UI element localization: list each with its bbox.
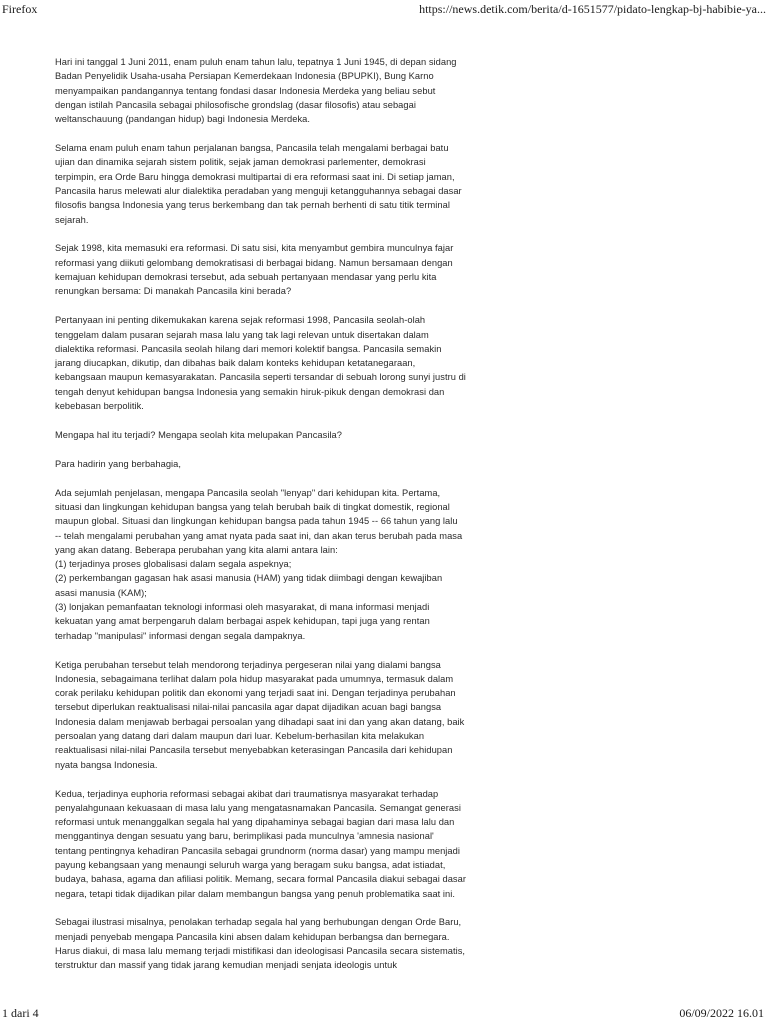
paragraph-line: renungkan bersama: Di manakah Pancasila kini berada? [55,286,292,297]
paragraph-line: payung kebangsaan yang menaungi seluruh warga yang beragam suku bangsa, adat istiadat, [55,860,446,870]
paragraph-line: terhadap "manipulasi" informasi dengan segala dampaknya. [55,630,306,641]
paragraph-line: Hari ini tanggal 1 Juni 2011, enam puluh enam tahun lalu, tepatnya 1 Juni 1945, di depan sidang [55,57,457,67]
paragraph-line: Ada sejumlah penjelasan, mengapa Pancasila seolah "lenyap" dari kehidupan kita. Pertama, [55,487,441,498]
paragraph-line: Kedua, terjadinya euphoria reformasi sebagai akibat dari traumatisnya masyarakat terhadap [55,788,439,799]
paragraph-line: Sejak 1998, kita memasuki era reformasi. Di satu sisi, kita menyambut gembira munculnya fajar [55,243,454,254]
article-paragraph [55,241,493,298]
paragraph-line: asasi manusia (KAM); [55,587,147,598]
paragraph-line: maupun global. Situasi dan lingkungan kehidupan bangsa pada tahun 1945 -- 66 tahun yang lalu [55,516,458,527]
paragraph-line: negara, tetapi tidak dijadikan pilar dalam membangun bangsa yang penuh problematika saat ini. [55,888,456,899]
page-url: https://news.detik.com/berita/d-1651577/pidato-lengkap-bj-habibie-ya... [419,2,766,16]
paragraph-line: (2) perkembangan gagasan hak asasi manusia (HAM) yang tidak diimbagi dengan kewajiban [55,573,443,584]
article-paragraph [55,457,493,471]
paragraph-line: Ketiga perubahan tersebut telah mendorong terjadinya pergeseran nilai yang dialami bangsa [55,659,441,670]
browser-name: Firefox [2,2,38,16]
article-paragraph [55,428,493,442]
paragraph-line: (3) lonjakan pemanfaatan teknologi informasi oleh masyarakat, di mana informasi menjadi [55,602,430,613]
paragraph-line: sejarah. [55,214,89,225]
paragraph-line: Indonesia, sebagaimana terlihat dalam pola hidup masyarakat pada umumnya, termasuk dalam [55,673,454,684]
paragraph-line: Pertanyaan ini penting dikemukakan karena sejak reformasi 1998, Pancasila seolah-olah [55,315,426,326]
paragraph-line: kebebasan berpolitik. [55,401,144,412]
paragraph-line: menyampaikan pandangannya tentang fondasi dasar Indonesia Merdeka yang beliau sebut [55,85,436,96]
paragraph-line: tersebut diperlukan reaktualisasi nilai-nilai pancasila agar dapat dijadikan acuan bagi bangsa [55,702,442,713]
paragraph-line: reformasi yang diikuti gelombang demokratisasi di berbagai bidang. Namun bersamaan dengan [55,257,453,268]
paragraph-line: menjadi penyebab mengapa Pancasila kini absen dalam kehidupan berbangsa dan bernegara. [55,931,450,942]
paragraph-line: Pancasila harus melewati alur dialektika peradaban yang menguji ketangguhannya sebagai dasar [55,185,462,196]
paragraph-line: (1) terjadinya proses globalisasi dalam segala aspeknya; [55,559,292,570]
paragraph-line: dengan istilah Pancasila sebagai philosofische grondslag (dasar filosofis) atau sebagai [55,99,416,110]
article-paragraph [55,55,493,126]
paragraph-line: persoalan yang datang dari dalam maupun dari luar. Kebelum-berhasilan kita melakukan [55,731,425,742]
article-body [55,55,493,987]
paragraph-line: yang akan datang. Beberapa perubahan yang kita alami antara lain: [55,544,338,555]
paragraph-line: Harus diakui, di masa lalu memang terjadi mistifikasi dan ideologisasi Pancasila secara sistematis, [55,946,466,957]
paragraph-line: dialektika reformasi. Pancasila seolah hilang dari memori kolektif bangsa. Pancasila semakin [55,343,442,354]
article-paragraph [55,141,493,227]
paragraph-line: weltanschauung (pandangan hidup) bagi Indonesia Merdeka. [55,114,311,125]
paragraph-line: budaya, bahasa, agama dan afiliasi politik. Memang, secara formal Pancasila diakui sebagai dasar [55,874,466,885]
paragraph-line: Selama enam puluh enam tahun perjalanan bangsa, Pancasila telah mengalami berbagai batu [55,143,449,154]
paragraph-line: Para hadirin yang berbahagia, [55,458,182,469]
paragraph-line: Mengapa hal itu terjadi? Mengapa seolah kita melupakan Pancasila? [55,429,342,440]
article-paragraph [55,486,493,643]
paragraph-line: kemajuan kehidupan demokrasi tersebut, ada sebuah pertanyaan mendasar yang perlu kita [55,272,437,283]
paragraph-line: terstruktur dan massif yang tidak jarang kemudian menjadi senjata ideologis untuk [55,960,398,971]
article-paragraph [55,915,493,972]
paragraph-line: menggantinya dengan sesuatu yang baru, berimplikasi pada munculnya 'amnesia nasional' [55,831,434,842]
print-header [0,0,768,20]
paragraph-line: penyalahgunaan kekuasaan di masa lalu yang mengatasnamakan Pancasila. Semangat generasi [55,802,461,813]
paragraph-line: tentang pentingnya kehadiran Pancasila sebagai grundnorm (norma dasar) yang mampu menjadi [55,845,460,856]
paragraph-line: situasi dan lingkungan kehidupan bangsa yang telah berubah baik di tingkat domestik, regional [55,501,450,512]
page-count: 1 dari 4 [2,1006,39,1020]
article-paragraph [55,313,493,413]
paragraph-line: jarang diucapkan, dikutip, dan dibahas baik dalam konteks kehidupan ketatanegaraan, [55,358,416,369]
paragraph-line: corak perilaku kehidupan politik dan ekonomi yang terjadi saat ini. Dengan terjadinya perubahan [55,688,456,699]
paragraph-line: Indonesia dalam menjawab berbagai persoalan yang dihadapi saat ini dan yang akan datang, baik [55,716,465,727]
paragraph-line: ujian dan dinamika sejarah sistem politik, sejak jaman demokrasi parlementer, demokrasi [55,157,426,168]
paragraph-line: Badan Penyelidik Usaha-usaha Persiapan Kemerdekaan Indonesia (BPUPKI), Bung Karno [55,71,434,82]
paragraph-line: nyata bangsa Indonesia. [55,759,158,770]
article-paragraph [55,787,493,901]
paragraph-line: filosofis bangsa Indonesia yang terus berkembang dan tak pernah berhenti di satu titik terminal [55,200,450,211]
article-paragraph [55,658,493,772]
paragraph-line: reaktualisasi nilai-nilai Pancasila tersebut menyebabkan keterasingan Pancasila dari kehidupan [55,745,453,756]
paragraph-line: terpimpin, era Orde Baru hingga demokrasi multipartai di era reformasi saat ini. Di setiap jaman, [55,171,455,182]
paragraph-line: kekuatan yang amat berpengaruh dalam berbagai aspek kehidupan, tapi juga yang rentan [55,616,430,627]
print-footer [0,1002,768,1024]
paragraph-line: Sebagai ilustrasi misalnya, penolakan terhadap segala hal yang berhubungan dengan Orde Baru, [55,917,462,928]
print-datetime: 06/09/2022 16.01 [679,1006,764,1020]
paragraph-line: tenggelam dalam pusaran sejarah masa lalu yang tak lagi relevan untuk disertakan dalam [55,329,429,340]
paragraph-line: reformasi untuk menanggalkan segala hal yang dipahaminya sebagai bagian dari masa lalu dan [55,817,455,828]
paragraph-line: -- telah mengalami perubahan yang amat nyata pada saat ini, dan akan terus berubah pada masa [55,530,463,541]
paragraph-line: kebangsaan maupun kemasyarakatan. Pancasila seperti tersandar di sebuah lorong sunyi justru di [55,372,466,383]
paragraph-line: tengah denyut kehidupan bangsa Indonesia yang semakin hiruk-pikuk dengan demokrasi dan [55,386,445,397]
